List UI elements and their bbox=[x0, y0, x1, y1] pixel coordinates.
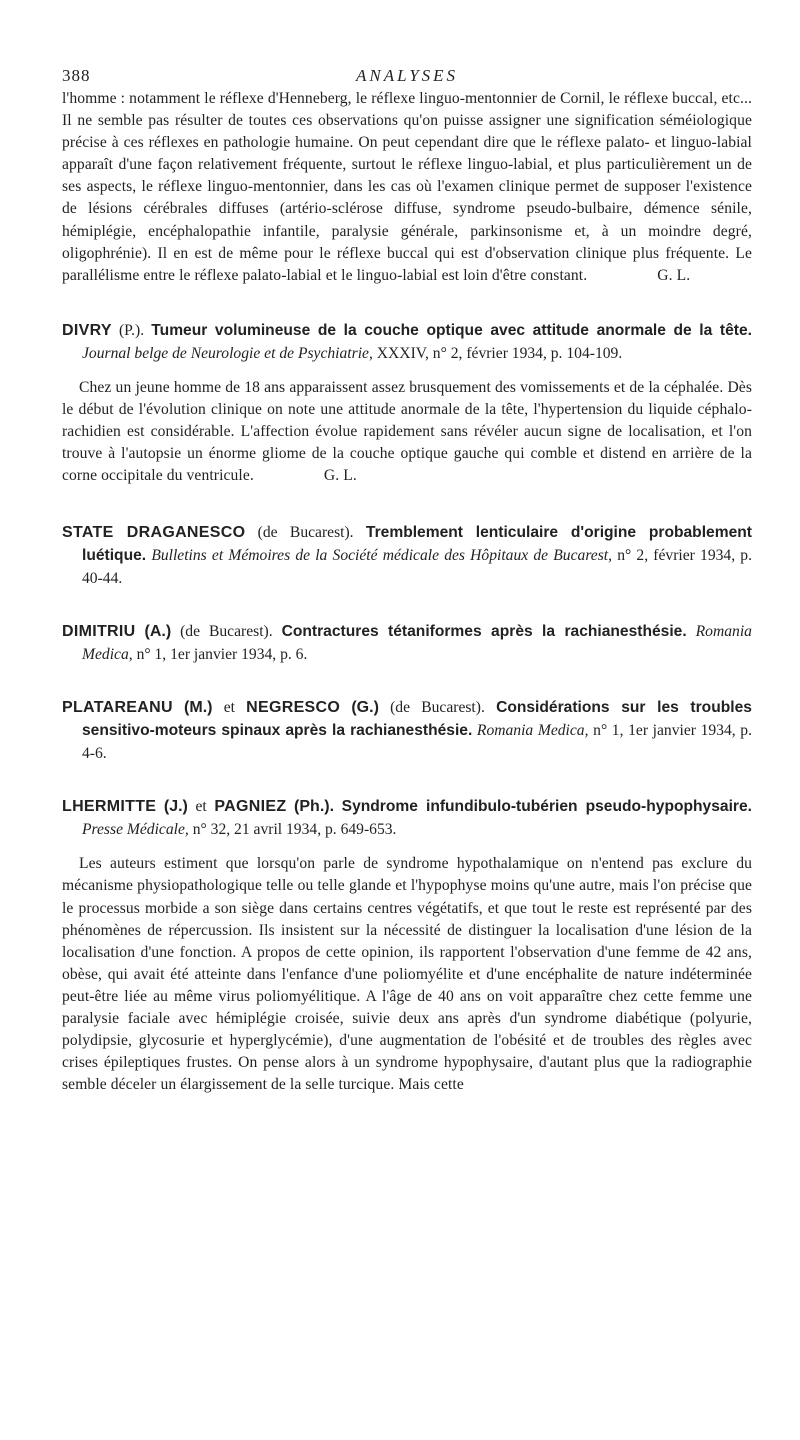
entry-summary bbox=[62, 377, 752, 487]
article-details: n° 2, février 1934, p. 40-44. bbox=[82, 547, 752, 588]
author-initial: (Ph.). bbox=[294, 798, 335, 816]
entry-heading bbox=[62, 696, 752, 765]
author-conjunction: et bbox=[223, 699, 235, 717]
article-details: XXXIV, n° 2, février 1934, p. 104-109. bbox=[376, 344, 623, 362]
abstract-entry bbox=[62, 319, 752, 487]
article-source: Romania Medica, bbox=[82, 623, 752, 664]
author-name: PAGNIEZ bbox=[214, 798, 287, 816]
continuation-paragraph bbox=[62, 88, 752, 287]
continuation-text: l'homme : notamment le réflexe d'Henneberg, le réflexe linguo-mentonnier de Cornil, le réflexe buccal, etc... Il ne semble pas résulter de toutes ces observations qu'on puisse assigner une signification séméiologique précise à ces réflexes en pathologie humaine. On peut cependant dire que le réflexe palato- et linguo-labial apparaît d'une façon relativement fréquente, surtout le réflexe linguo-labial, et plus particulièrement un de ses aspects, le réflexe linguo-mentonnier, dans les cas où l'examen clinique permet de supposer l'existence de lésions cérébrales diffuses (artério-sclérose diffuse, syndrome pseudo-bulbaire, démence sénile, hémiplégie, encéphalopathie infantile, paralysie générale, parkinsonisme et, à un moindre degré, oligophrénie). Il en est de même pour le réflexe buccal qui est d'observation clinique plus fréquente. Le parallélisme entre le réflexe palato-labial et le linguo-labial est loin d'être constant. bbox=[62, 90, 752, 284]
running-head bbox=[62, 62, 752, 88]
author-name: STATE DRAGANESCO bbox=[62, 524, 246, 542]
article-source: Journal belge de Neurologie et de Psychiatrie, bbox=[82, 344, 373, 362]
author-name: LHERMITTE bbox=[62, 798, 157, 816]
author-name: DIVRY bbox=[62, 321, 112, 339]
author-affiliation: (de Bucarest). bbox=[257, 524, 354, 542]
author-initial: (J.) bbox=[163, 798, 188, 816]
article-source: Romania Medica, bbox=[476, 722, 589, 740]
author-affiliation: (de Bucarest). bbox=[180, 623, 273, 641]
summary-text: Les auteurs estiment que lorsqu'on parle de syndrome hypothalamique on n'entend pas exclure du mécanisme physiopathologique telle ou telle glande et l'hypophyse moins qu'une autre, mais l'on précise que le processus morbide a son siège dans certains centres végétatifs, et que tout le reste est représenté par des phénomènes de répercussion. Ils insistent sur la nécessité de distinguer la localisation d'une lésion de la localisation d'une fonction. A propos de cette opinion, ils rapportent l'observation d'une femme de 42 ans, obèse, qui avait été atteinte dans l'enfance d'une poliomyélite et d'une encéphalite de nature indéterminée peut-être liée au même virus poliomyélitique. A l'âge de 40 ans on voit apparaître chez cette femme une paralysie faciale avec hémiplégie croisée, suivie deux ans après d'un syndrome diabétique (polyurie, polydipsie, glycosurie et hyperglycémie), d'une augmentation de l'obésité et de troubles des règles avec crises épileptiques frustes. On pense alors à un syndrome hypophysaire, d'autant plus que la radiographie semble déceler un élargissement de la selle turcique. Mais cette bbox=[62, 855, 752, 1094]
abstract-entry bbox=[62, 795, 752, 1096]
signature: G. L. bbox=[657, 266, 691, 284]
entry-summary bbox=[62, 853, 752, 1096]
author-name: PLATAREANU bbox=[62, 699, 173, 717]
article-title: Tremblement lenticulaire d'origine probablement luétique. bbox=[82, 524, 752, 565]
author-initial: (M.) bbox=[184, 699, 213, 717]
article-source: Presse Médicale, bbox=[82, 821, 189, 839]
abstract-entry bbox=[62, 521, 752, 590]
author-conjunction: et bbox=[195, 798, 207, 816]
article-title: Contractures tétaniformes après la rachianesthésie. bbox=[281, 623, 687, 641]
author-affiliation: (de Bucarest). bbox=[390, 699, 485, 717]
abstract-entry bbox=[62, 620, 752, 666]
article-details: n° 1, 1er janvier 1934, p. 4-6. bbox=[82, 722, 752, 763]
signature: G. L. bbox=[323, 467, 357, 485]
summary-text: Chez un jeune homme de 18 ans apparaissent assez brusquement des vomissements et de la céphalée. Dès le début de l'évolution clinique on note une attitude anormale de la tête, l'hypertension du liquide céphalo-rachidien est considérable. L'affection évolue rapidement sans révéler aucun signe de localisation, et l'on trouve à l'autopsie un énorme gliome de la couche optique gauche qui comble et distend en arrière de la corne occipitale du ventricule. bbox=[62, 378, 752, 485]
journal-title: ANALYSES bbox=[355, 66, 459, 85]
author-name: NEGRESCO bbox=[246, 699, 341, 717]
article-details: n° 1, 1er janvier 1934, p. 6. bbox=[136, 646, 308, 664]
article-source: Bulletins et Mémoires de la Société médicale des Hôpitaux de Bucarest, bbox=[151, 547, 613, 565]
entry-heading bbox=[62, 319, 752, 365]
author-initial: (G.) bbox=[351, 699, 379, 717]
entry-heading bbox=[62, 795, 752, 841]
entry-heading bbox=[62, 620, 752, 666]
article-title: Syndrome infundibulo-tubérien pseudo-hypophysaire. bbox=[341, 798, 752, 816]
entry-heading bbox=[62, 521, 752, 590]
article-title: Tumeur volumineuse de la couche optique avec attitude anormale de la tête. bbox=[151, 321, 752, 339]
article-details: n° 32, 21 avril 1934, p. 649-653. bbox=[192, 821, 397, 839]
author-initial: (P.). bbox=[118, 321, 145, 339]
author-initial: (A.) bbox=[144, 623, 172, 641]
abstract-entry bbox=[62, 696, 752, 765]
author-name: DIMITRIU bbox=[62, 623, 136, 641]
article-title: Considérations sur les troubles sensitivo-moteurs spinaux après la rachianesthésie. bbox=[82, 699, 752, 740]
page-number: 388 bbox=[62, 66, 91, 85]
page bbox=[62, 62, 752, 1096]
